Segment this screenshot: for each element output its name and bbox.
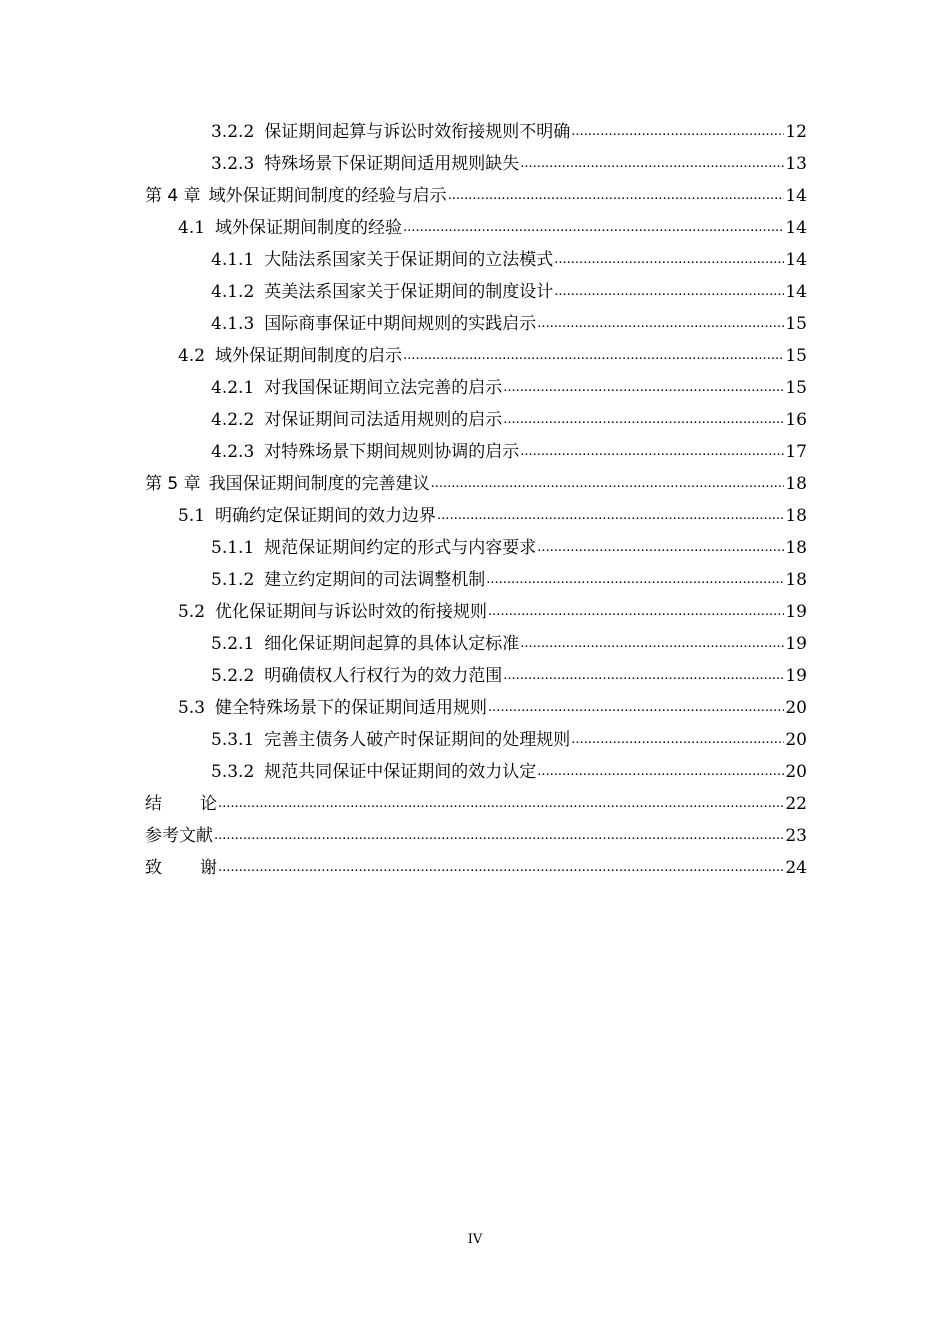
toc-entry-number: 4.1 <box>178 218 206 238</box>
dot-leader <box>218 788 784 820</box>
dot-leader <box>403 212 784 244</box>
toc-entry-number: 5.2.2 <box>211 666 255 686</box>
toc-entry-number: 第 5 章 <box>145 474 201 494</box>
toc-entry[interactable] <box>145 660 807 692</box>
page-number-footer: IV <box>467 1232 483 1247</box>
toc-entry-number: 5.3.1 <box>211 730 255 750</box>
toc-entry-title: 细化保证期间起算的具体认定标准 <box>264 634 520 654</box>
toc-entry-title: 对保证期间司法适用规则的启示 <box>264 410 503 430</box>
toc-entry-title: 域外保证期间制度的经验与启示 <box>208 186 447 206</box>
title-char: 结 <box>145 794 162 814</box>
toc-entry-number: 第 4 章 <box>145 186 201 206</box>
toc-entry-page: 20 <box>785 730 807 750</box>
toc-entry-number: 4.1.3 <box>211 314 255 334</box>
dot-leader <box>554 276 784 308</box>
toc-entry[interactable] <box>145 564 807 596</box>
dot-leader <box>537 308 784 340</box>
toc-entry-page: 18 <box>785 506 807 526</box>
dot-leader <box>520 436 784 468</box>
toc-entry-title: 规范共同保证中保证期间的效力认定 <box>264 762 537 782</box>
toc-entry[interactable] <box>145 436 807 468</box>
toc-entry-number: 4.1.2 <box>211 282 255 302</box>
toc-entry-page: 20 <box>785 762 807 782</box>
toc-entry-number: 5.1 <box>178 506 206 526</box>
toc-entry-page: 15 <box>785 378 807 398</box>
toc-entry[interactable] <box>145 500 807 532</box>
toc-entry[interactable] <box>145 628 807 660</box>
toc-entry-number: 3.2.2 <box>211 122 255 142</box>
toc-entry-title: 参考文献 <box>145 826 213 846</box>
toc-entry-page: 19 <box>785 634 807 654</box>
dot-leader <box>488 596 784 628</box>
toc-entry-page: 17 <box>785 442 807 462</box>
dot-leader <box>218 852 784 884</box>
toc-entry-title: 域外保证期间制度的启示 <box>215 346 403 366</box>
dot-leader <box>503 660 784 692</box>
toc-entry-page: 19 <box>785 602 807 622</box>
toc-entry-number: 4.2 <box>178 346 206 366</box>
toc-entry[interactable] <box>145 276 807 308</box>
toc-entry-number: 3.2.3 <box>211 154 255 174</box>
title-char: 致 <box>145 858 162 878</box>
toc-entry-title <box>145 852 217 884</box>
toc-entry-page: 13 <box>785 154 807 174</box>
toc-entry[interactable] <box>145 340 807 372</box>
dot-leader <box>488 692 784 724</box>
dot-leader <box>486 564 784 596</box>
toc-entry[interactable] <box>145 532 807 564</box>
dot-leader <box>437 500 784 532</box>
toc-entry-page: 20 <box>785 698 807 718</box>
toc-entry-page: 14 <box>785 218 807 238</box>
toc-entry[interactable] <box>145 180 807 212</box>
dot-leader <box>431 468 785 500</box>
toc-entry-number: 5.1.2 <box>211 570 255 590</box>
toc-entry-page: 24 <box>785 858 807 878</box>
toc-entry-number: 4.2.1 <box>211 378 255 398</box>
toc-entry-page: 18 <box>785 570 807 590</box>
toc-entry-title: 建立约定期间的司法调整机制 <box>264 570 486 590</box>
toc-entry-title: 英美法系国家关于保证期间的制度设计 <box>264 282 554 302</box>
dot-leader <box>214 820 784 852</box>
dot-leader <box>571 724 784 756</box>
toc-entry-title: 保证期间起算与诉讼时效衔接规则不明确 <box>264 122 571 142</box>
dot-leader <box>537 532 784 564</box>
dot-leader <box>503 404 784 436</box>
toc-entry-page: 18 <box>785 474 807 494</box>
title-char: 论 <box>200 794 217 814</box>
toc-entry-title <box>145 788 217 820</box>
toc-entry[interactable] <box>145 244 807 276</box>
title-char: 谢 <box>200 858 217 878</box>
toc-entry-title: 健全特殊场景下的保证期间适用规则 <box>215 698 488 718</box>
dot-leader <box>403 340 784 372</box>
toc-entry-title: 明确债权人行权行为的效力范围 <box>264 666 503 686</box>
toc-entry-title: 规范保证期间约定的形式与内容要求 <box>264 538 537 558</box>
toc-entry[interactable] <box>145 308 807 340</box>
toc-entry-page: 14 <box>785 186 807 206</box>
toc-entry[interactable] <box>145 724 807 756</box>
toc-entry-title: 特殊场景下保证期间适用规则缺失 <box>264 154 520 174</box>
toc-entry[interactable] <box>145 692 807 724</box>
toc-entry-number: 5.3.2 <box>211 762 255 782</box>
table-of-contents <box>145 116 807 884</box>
toc-entry[interactable] <box>145 116 807 148</box>
toc-entry-page: 15 <box>785 346 807 366</box>
toc-entry[interactable] <box>145 468 807 500</box>
toc-entry[interactable] <box>145 148 807 180</box>
toc-entry-title: 完善主债务人破产时保证期间的处理规则 <box>264 730 571 750</box>
toc-entry-title: 国际商事保证中期间规则的实践启示 <box>264 314 537 334</box>
toc-entry-page: 23 <box>785 826 807 846</box>
toc-entry-number: 5.2 <box>178 602 206 622</box>
toc-entry-title: 我国保证期间制度的完善建议 <box>208 474 430 494</box>
dot-leader <box>537 756 784 788</box>
toc-entry-page: 14 <box>785 250 807 270</box>
toc-entry-title: 对我国保证期间立法完善的启示 <box>264 378 503 398</box>
dot-leader <box>503 372 784 404</box>
dot-leader <box>520 148 784 180</box>
toc-entry-page: 14 <box>785 282 807 302</box>
toc-entry-title: 域外保证期间制度的经验 <box>215 218 403 238</box>
toc-entry[interactable] <box>145 404 807 436</box>
toc-entry[interactable] <box>145 372 807 404</box>
toc-entry-page: 19 <box>785 666 807 686</box>
dot-leader <box>571 116 784 148</box>
toc-entry[interactable] <box>145 756 807 788</box>
toc-entry-page: 15 <box>785 314 807 334</box>
toc-entry-number: 5.1.1 <box>211 538 255 558</box>
toc-entry-number: 5.2.1 <box>211 634 255 654</box>
toc-entry-page: 22 <box>785 794 807 814</box>
toc-entry[interactable] <box>145 596 807 628</box>
dot-leader <box>448 180 785 212</box>
dot-leader <box>554 244 784 276</box>
toc-entry-references[interactable] <box>145 820 807 852</box>
toc-entry-page: 16 <box>785 410 807 430</box>
dot-leader <box>520 628 784 660</box>
toc-entry-number: 4.1.1 <box>211 250 255 270</box>
toc-entry-title: 对特殊场景下期间规则协调的启示 <box>264 442 520 462</box>
toc-entry-acknowledgements[interactable] <box>145 852 807 884</box>
toc-entry-conclusion[interactable] <box>145 788 807 820</box>
toc-entry[interactable] <box>145 212 807 244</box>
toc-entry-number: 5.3 <box>178 698 206 718</box>
toc-entry-title: 优化保证期间与诉讼时效的衔接规则 <box>215 602 488 622</box>
toc-entry-number: 4.2.3 <box>211 442 255 462</box>
toc-entry-page: 12 <box>785 122 807 142</box>
toc-entry-title: 大陆法系国家关于保证期间的立法模式 <box>264 250 554 270</box>
toc-entry-page: 18 <box>785 538 807 558</box>
toc-entry-title: 明确约定保证期间的效力边界 <box>215 506 437 526</box>
toc-entry-number: 4.2.2 <box>211 410 255 430</box>
